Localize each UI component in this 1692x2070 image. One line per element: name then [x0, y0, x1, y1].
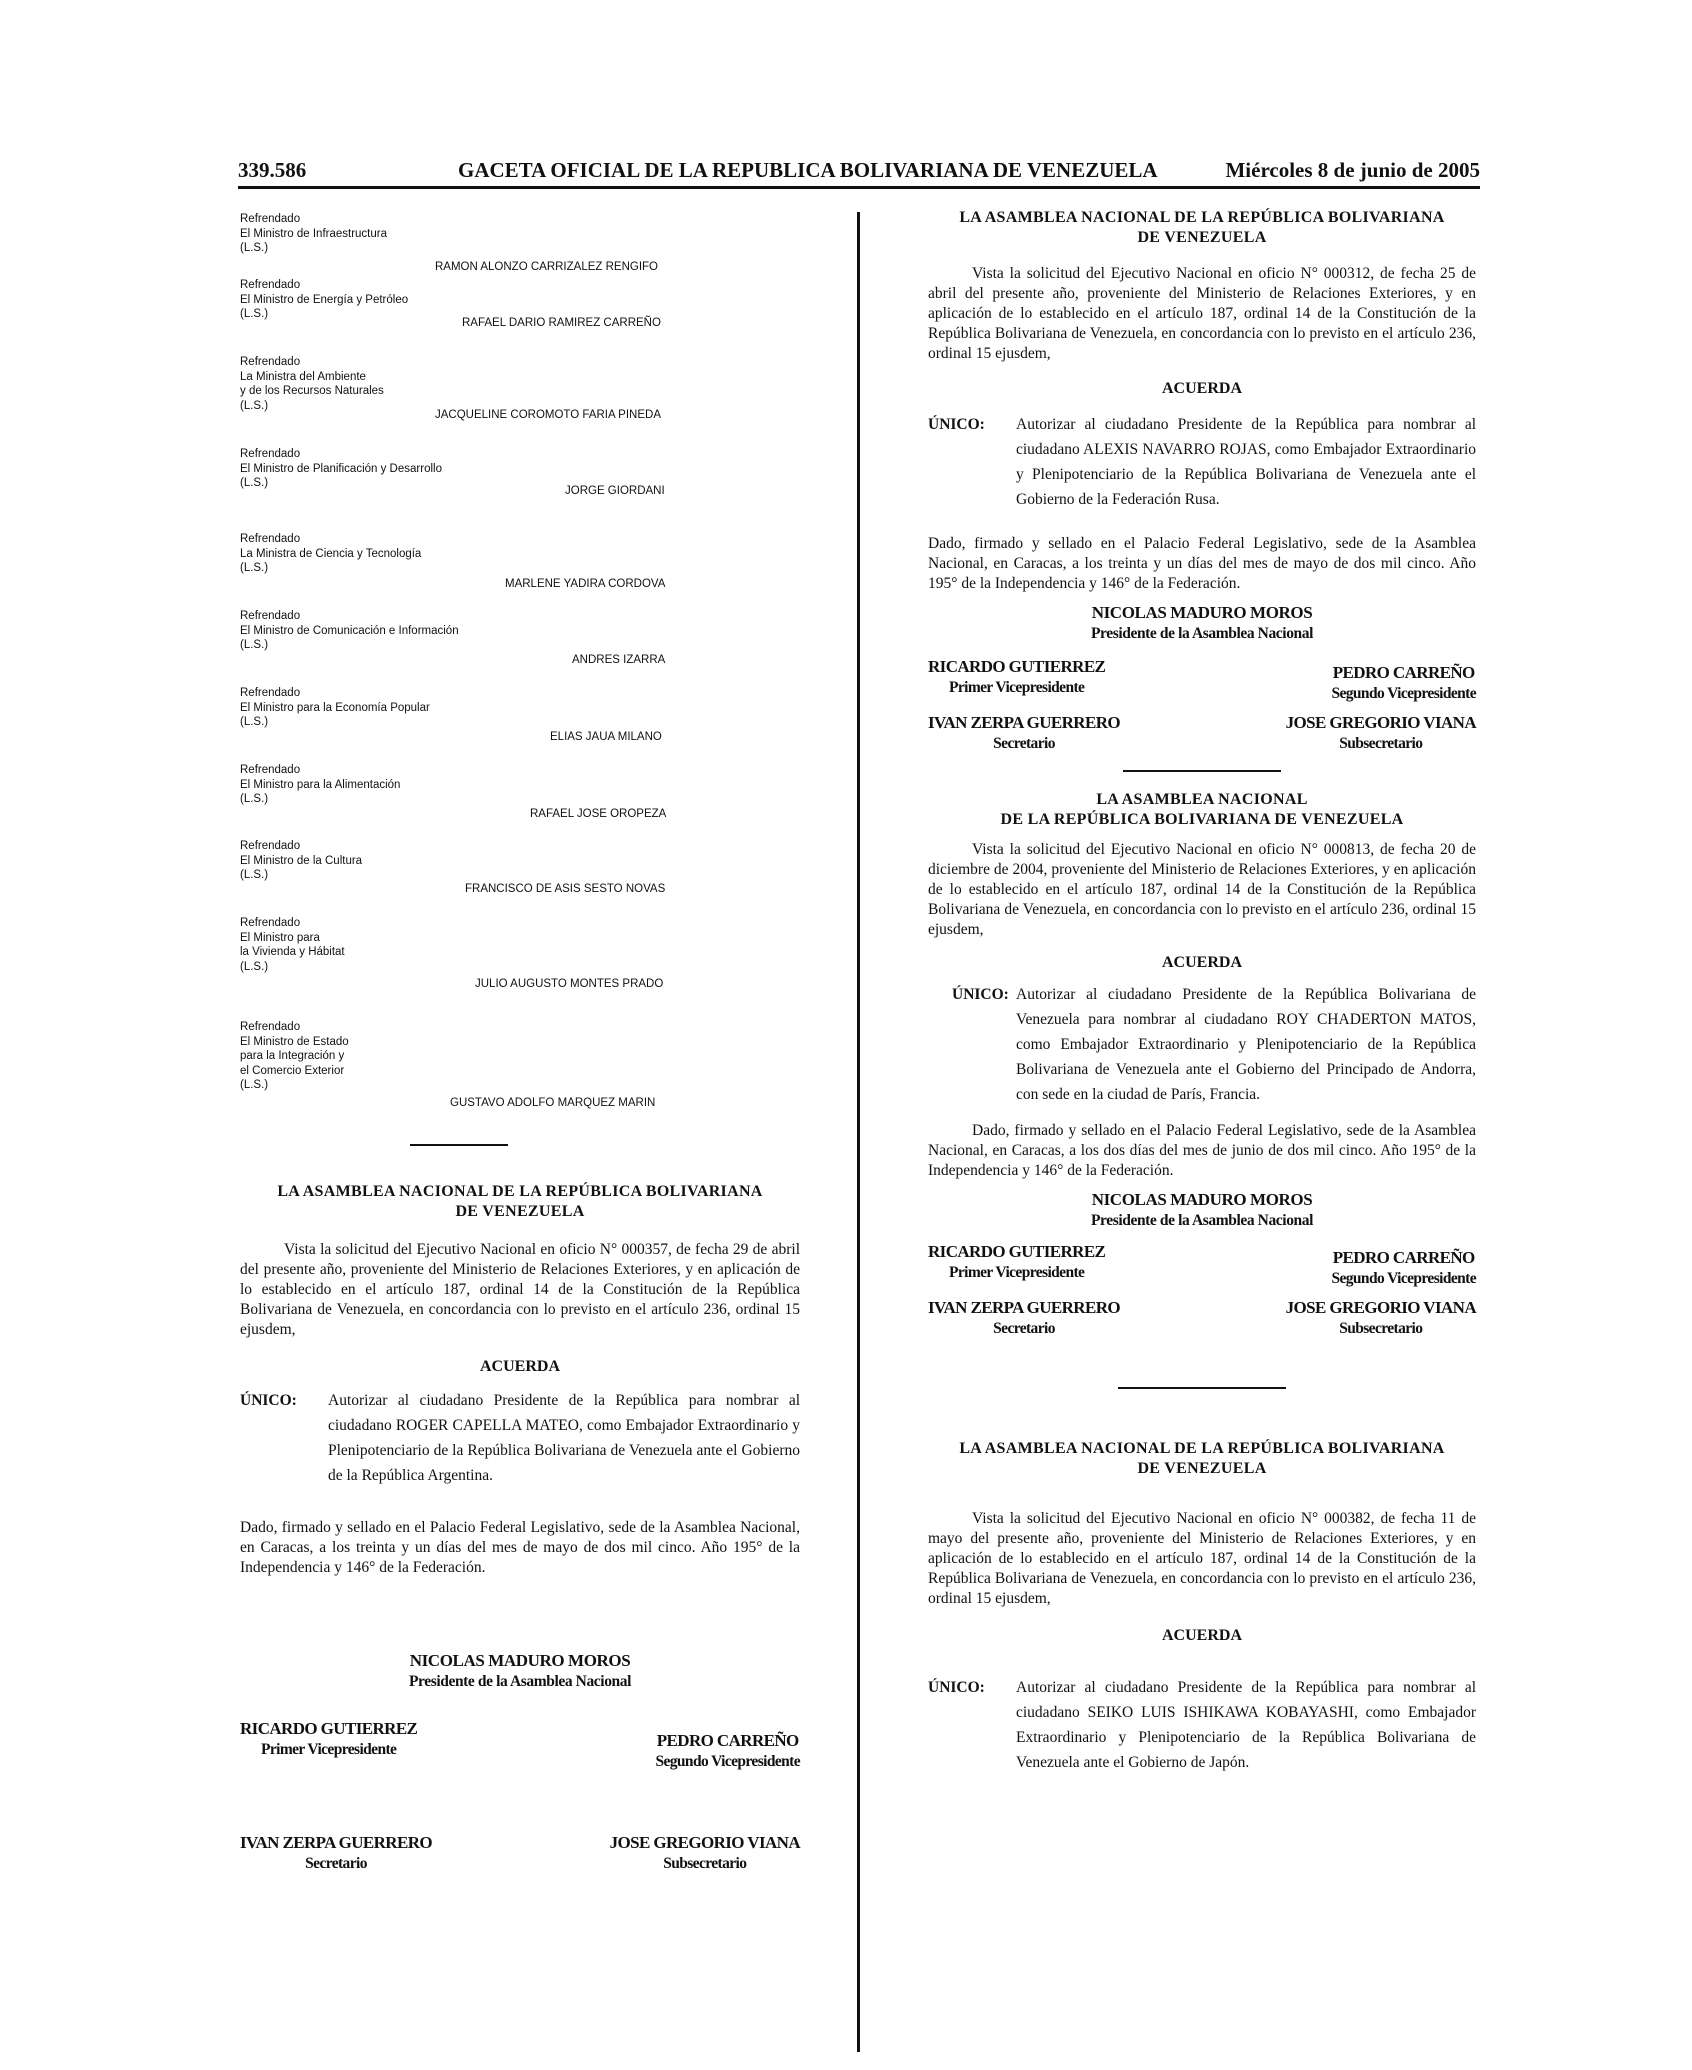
signature-first-vicepresident	[928, 1241, 1105, 1289]
refrendo-label: Refrendado	[240, 1021, 301, 1033]
signatory-role: Segundo Vicepresidente	[1331, 1270, 1476, 1287]
signatory-name: NICOLAS MADURO MOROS	[409, 1651, 631, 1670]
issue-date: Miércoles 8 de junio de 2005	[1225, 158, 1480, 182]
unico-text: Autorizar al ciudadano Presidente de la República para nombrar al ciudadano ALEXIS NAVARRO ROJAS, como Embajador Extraordinario y Plenipotenciario de la República Bolivariana de Venezuela ante el Gobierno de la Federación Rusa.	[1016, 416, 1476, 508]
signature-undersecretary	[610, 1832, 800, 1874]
refrendo-line: (L.S.)	[240, 562, 269, 574]
resolution-roy-chaderton	[928, 790, 1476, 1339]
resolution-roger-capella	[240, 1182, 800, 1874]
signature-row	[928, 712, 1476, 754]
signatory-role: Presidente de la Asamblea Nacional	[1090, 625, 1314, 642]
signature-second-vicepresident	[1331, 662, 1476, 704]
refrendo-label: Refrendado	[240, 279, 301, 291]
dado-paragraph: Dado, firmado y sellado en el Palacio Federal Legislativo, sede de la Asamblea Nacional, en Caracas, a los treinta y un días del mes de mayo de dos mil cinco. Año 195° de la Independencia y 146° de la Federación.	[240, 1519, 800, 1576]
unico-clause	[240, 1388, 800, 1488]
resolution-heading: LA ASAMBLEA NACIONAL DE LA REPÚBLICA BOLIVARIANA	[959, 209, 1445, 226]
refrendo-block	[240, 916, 800, 1020]
refrendo-line: el Comercio Exterior	[240, 1064, 345, 1077]
section-separator	[410, 1144, 508, 1146]
refrendo-line: El Ministro de Planificación y Desarrollo	[240, 462, 442, 475]
signatory-role: Presidente de la Asamblea Nacional	[1090, 1212, 1314, 1229]
refrendo-label: Refrendado	[240, 448, 301, 460]
signatory-role: Segundo Vicepresidente	[655, 1753, 800, 1770]
unico-text: Autorizar al ciudadano Presidente de la República para nombrar al ciudadano SEIKO LUIS ISHIKAWA KOBAYASHI, como Embajador Extraordinario y Plenipotenciario de la República Bolivariana de Venezuela ante el Gobierno de Japón.	[1016, 1679, 1476, 1771]
signature-undersecretary	[1286, 712, 1476, 754]
signatory-role: Primer Vicepresidente	[948, 679, 1085, 696]
dado-paragraph: Dado, firmado y sellado en el Palacio Federal Legislativo, sede de la Asamblea Nacional, en Caracas, a los treinta y un días del mes de mayo de dos mil cinco. Año 195° de la Independencia y 146° de la Federación.	[928, 535, 1476, 592]
refrendo-line: y de los Recursos Naturales	[240, 385, 384, 397]
refrendo-line: (L.S.)	[240, 793, 269, 805]
signature-row	[240, 1832, 800, 1874]
signatory-name: RICARDO GUTIERREZ	[240, 1719, 418, 1738]
signature-first-vicepresident	[928, 656, 1105, 704]
acuerda-heading: ACUERDA	[1162, 1627, 1242, 1644]
signatory-role: Subsecretario	[1339, 735, 1423, 752]
minister-name: FRANCISCO DE ASIS SESTO NOVAS	[465, 883, 666, 895]
minister-name: RAFAEL JOSE OROPEZA	[530, 808, 667, 820]
gazette-title: GACETA OFICIAL DE LA REPUBLICA BOLIVARIANA DE VENEZUELA	[458, 158, 1158, 182]
signature-second-vicepresident	[1331, 1247, 1476, 1289]
left-column	[240, 212, 800, 1874]
refrendo-block	[240, 355, 800, 447]
right-column	[928, 208, 1476, 1775]
minister-name: JORGE GIORDANI	[565, 485, 665, 497]
refrendo-line: El Ministro de Comunicación e Información	[240, 624, 459, 637]
signature-row	[928, 1241, 1476, 1289]
refrendo-line: El Ministro para	[240, 931, 320, 944]
refrendo-block	[240, 212, 800, 278]
refrendo-block	[240, 1020, 800, 1130]
unico-label: ÚNICO:	[928, 416, 985, 433]
refrendo-label: Refrendado	[240, 610, 301, 622]
signatory-role: Subsecretario	[1339, 1320, 1423, 1337]
refrendo-block	[240, 609, 800, 686]
refrendo-line: (L.S.)	[240, 960, 269, 973]
signature-row	[240, 1718, 800, 1772]
unico-label: ÚNICO:	[240, 1392, 297, 1409]
section-separator	[1123, 770, 1281, 772]
vista-paragraph: Vista la solicitud del Ejecutivo Nacional en oficio N° 000312, de fecha 25 de abril del presente año, proveniente del Ministerio de Relaciones Exteriores, y en aplicación de lo establecido en el artículo 187, ordinal 14 de la Constitución de la República Bolivariana de Venezuela, en concordancia con lo previsto en el artículo 236, ordinal 15 ejusdem,	[928, 265, 1476, 362]
vista-paragraph: Vista la solicitud del Ejecutivo Nacional en oficio N° 000357, de fecha 29 de abril del presente año, proveniente del Ministerio de Relaciones Exteriores, y en aplicación de lo establecido en el artículo 187, ordinal 14 de la Constitución de la República Bolivariana de Venezuela, en concordancia con lo previsto en el artículo 236, ordinal 15 ejusdem,	[240, 1241, 800, 1338]
signatory-name: NICOLAS MADURO MOROS	[1091, 603, 1313, 622]
refrendo-line: para la Integración y	[240, 1050, 345, 1062]
refrendo-label: Refrendado	[240, 917, 301, 929]
unico-text: Autorizar al ciudadano Presidente de la República para nombrar al ciudadano ROGER CAPELLA MATEO, como Embajador Extraordinario y Plenipotenciario de la República Bolivariana de Venezuela ante el Gobierno de la República Argentina.	[328, 1392, 800, 1484]
refrendo-block	[240, 763, 800, 839]
refrendo-line: La Ministra del Ambiente	[240, 370, 366, 383]
minister-name: RAFAEL DARIO RAMIREZ CARREÑO	[462, 317, 661, 329]
signatory-name: JOSE GREGORIO VIANA	[609, 1833, 800, 1852]
signatory-role: Primer Vicepresidente	[948, 1264, 1085, 1281]
refrendo-line: El Ministro de Infraestructura	[240, 227, 388, 240]
refrendo-line: (L.S.)	[240, 716, 269, 728]
refrendo-block	[240, 839, 800, 916]
minister-name: RAMON ALONZO CARRIZALEZ RENGIFO	[435, 261, 658, 273]
signatory-role: Segundo Vicepresidente	[1331, 685, 1476, 702]
header-rule	[238, 186, 1480, 189]
refrendo-line: La Ministra de Ciencia y Tecnología	[240, 547, 422, 560]
refrendo-line: (L.S.)	[240, 477, 269, 489]
signatory-role: Secretario	[993, 1320, 1055, 1337]
refrendo-label: Refrendado	[240, 213, 301, 225]
dado-paragraph: Dado, firmado y sellado en el Palacio Federal Legislativo, sede de la Asamblea Nacional, en Caracas, a los dos días del mes de junio de dos mil cinco. Año 195° de la Independencia y 146° de la Federación.	[928, 1122, 1476, 1179]
refrendo-block	[240, 447, 800, 532]
signatory-name: NICOLAS MADURO MOROS	[1091, 1190, 1313, 1209]
refrendo-line: la Vivienda y Hábitat	[240, 946, 345, 958]
resolution-heading: DE VENEZUELA	[455, 1203, 585, 1220]
signatory-role: Presidente de la Asamblea Nacional	[408, 1673, 632, 1690]
refrendo-line: El Ministro para la Economía Popular	[240, 701, 430, 714]
refrendo-label: Refrendado	[240, 687, 301, 699]
signatory-name: PEDRO CARREÑO	[1332, 663, 1475, 682]
resolution-alexis-navarro	[928, 208, 1476, 754]
vista-paragraph: Vista la solicitud del Ejecutivo Nacional en oficio N° 000382, de fecha 11 de mayo del presente año, proveniente del Ministerio de Relaciones Exteriores, y en aplicación de lo establecido en el artículo 187, ordinal 14 de la Constitución de la República Bolivariana de Venezuela, en concordancia con lo previsto en el artículo 236, ordinal 15 ejusdem,	[928, 1510, 1476, 1607]
refrendo-line: (L.S.)	[240, 399, 269, 412]
signatory-role: Secretario	[993, 735, 1055, 752]
signature-president	[928, 1189, 1476, 1231]
signatory-name: IVAN ZERPA GUERRERO	[928, 1298, 1121, 1317]
signatory-name: IVAN ZERPA GUERRERO	[928, 713, 1121, 732]
signature-secretary	[240, 1832, 432, 1874]
resolution-seiko-ishikawa	[928, 1439, 1476, 1775]
refrendo-line: El Ministro de la Cultura	[240, 854, 363, 867]
refrendo-line: (L.S.)	[240, 242, 269, 254]
signature-row	[928, 656, 1476, 704]
acuerda-heading: ACUERDA	[1162, 954, 1242, 971]
signatory-role: Primer Vicepresidente	[260, 1741, 397, 1758]
refrendo-label: Refrendado	[240, 356, 301, 368]
resolution-heading: LA ASAMBLEA NACIONAL DE LA REPÚBLICA BOLIVARIANA	[277, 1183, 763, 1200]
refrendo-line: (L.S.)	[240, 869, 269, 881]
column-divider	[857, 212, 860, 2052]
signature-president	[928, 602, 1476, 644]
refrendo-block	[240, 686, 800, 763]
minister-name: JULIO AUGUSTO MONTES PRADO	[475, 978, 664, 990]
signatory-role: Subsecretario	[663, 1855, 747, 1872]
resolution-heading: DE LA REPÚBLICA BOLIVARIANA DE VENEZUELA	[1000, 811, 1404, 828]
unico-clause	[928, 412, 1476, 512]
refrendo-line: El Ministro de Estado	[240, 1035, 349, 1048]
signatory-name: PEDRO CARREÑO	[656, 1731, 799, 1750]
unico-label: ÚNICO:	[928, 1679, 985, 1696]
signature-first-vicepresident	[240, 1718, 417, 1772]
signatory-name: JOSE GREGORIO VIANA	[1285, 1298, 1476, 1317]
resolution-heading: LA ASAMBLEA NACIONAL	[1096, 791, 1308, 808]
acuerda-heading: ACUERDA	[480, 1358, 560, 1375]
minister-name: ANDRES IZARRA	[572, 654, 666, 666]
refrendo-line: El Ministro de Energía y Petróleo	[240, 293, 409, 306]
refrendo-line: (L.S.)	[240, 308, 269, 320]
signatory-role: Secretario	[305, 1855, 367, 1872]
refrendo-label: Refrendado	[240, 533, 301, 545]
unico-text: Autorizar al ciudadano Presidente de la República Bolivariana de Venezuela para nombrar al ciudadano ROY CHADERTON MATOS, como Embajador Extraordinario y Plenipotenciario de la República Bolivariana de Venezuela ante el Gobierno del Principado de Andorra, con sede en la ciudad de París, Francia.	[1016, 986, 1476, 1103]
signature-secretary	[928, 1297, 1120, 1339]
acuerda-heading: ACUERDA	[1162, 380, 1242, 397]
signature-secretary	[928, 712, 1120, 754]
resolution-heading: DE VENEZUELA	[1137, 229, 1267, 246]
refrendo-line: (L.S.)	[240, 639, 269, 651]
signatory-name: RICARDO GUTIERREZ	[928, 1242, 1106, 1261]
signatory-name: PEDRO CARREÑO	[1332, 1248, 1475, 1267]
minister-name: GUSTAVO ADOLFO MARQUEZ MARIN	[450, 1097, 656, 1109]
page-header	[238, 158, 1480, 188]
signatory-name: RICARDO GUTIERREZ	[928, 657, 1106, 676]
refrendo-line: (L.S.)	[240, 1079, 269, 1091]
resolution-heading: DE VENEZUELA	[1137, 1460, 1267, 1477]
signature-row	[928, 1297, 1476, 1339]
signature-second-vicepresident	[655, 1730, 800, 1772]
signature-undersecretary	[1286, 1297, 1476, 1339]
unico-label: ÚNICO:	[952, 986, 1009, 1003]
signatory-name: IVAN ZERPA GUERRERO	[240, 1833, 433, 1852]
refrendo-label: Refrendado	[240, 764, 301, 776]
minister-name: JACQUELINE COROMOTO FARIA PINEDA	[435, 409, 661, 421]
unico-clause	[928, 982, 1476, 1107]
unico-clause	[928, 1675, 1476, 1775]
refrendo-block	[240, 532, 800, 609]
page-number: 339.586	[238, 158, 307, 182]
resolution-heading: LA ASAMBLEA NACIONAL DE LA REPÚBLICA BOLIVARIANA	[959, 1440, 1445, 1457]
section-separator	[1118, 1387, 1286, 1389]
signatory-name: JOSE GREGORIO VIANA	[1285, 713, 1476, 732]
minister-name: ELIAS JAUA MILANO	[550, 731, 662, 743]
vista-paragraph: Vista la solicitud del Ejecutivo Nacional en oficio N° 000813, de fecha 20 de diciembre de 2004, proveniente del Ministerio de Relaciones Exteriores, y en aplicación de lo establecido en el artículo 187, ordinal 14 de la Constitución de la República Bolivariana de Venezuela, en concordancia con lo previsto en el artículo 236, ordinal 15 ejusdem,	[928, 841, 1476, 938]
refrendo-block	[240, 278, 800, 355]
refrendo-label: Refrendado	[240, 840, 301, 852]
refrendo-line: El Ministro para la Alimentación	[240, 778, 401, 791]
signature-president	[240, 1650, 800, 1692]
minister-name: MARLENE YADIRA CORDOVA	[505, 578, 666, 590]
